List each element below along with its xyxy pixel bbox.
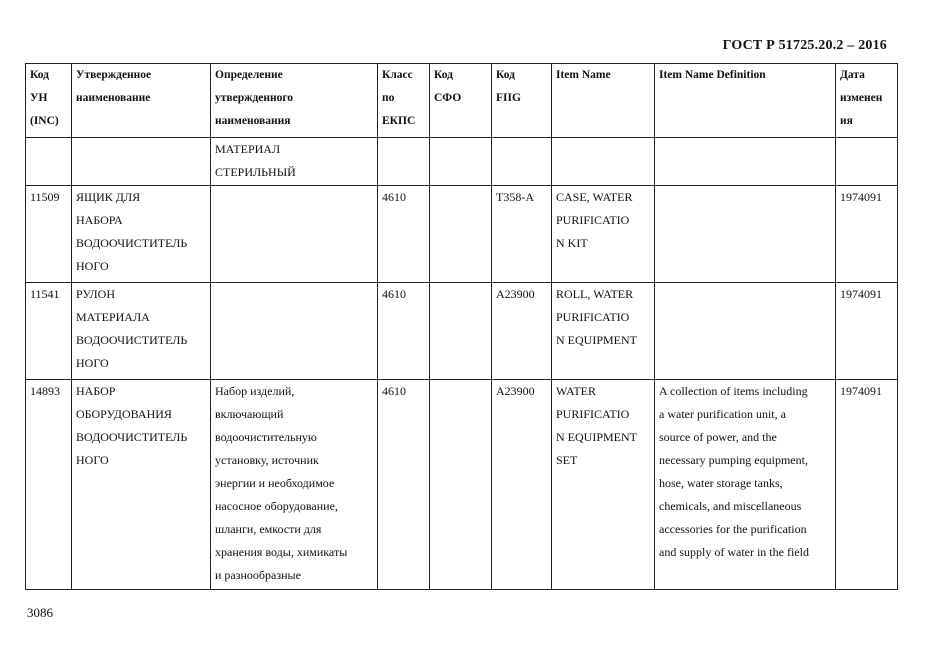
header-sfo-code: Код СФО: [430, 64, 492, 138]
cell-fiig-code: A23900: [492, 380, 552, 590]
cell-sfo-code: [430, 283, 492, 380]
table-row: [26, 380, 898, 590]
cell-item-name-definition: [655, 138, 836, 186]
header-change-date: Дата изменен ия: [836, 64, 898, 138]
cell-ekps-class: 4610: [378, 186, 430, 283]
cell-item-name: WATER PURIFICATIO N EQUIPMENT SET: [552, 380, 655, 590]
header-approved-name: Утвержденное наименование: [72, 64, 211, 138]
header-ekps-class: Класс по ЕКПС: [378, 64, 430, 138]
document-title: ГОСТ Р 51725.20.2 – 2016: [722, 38, 887, 53]
cell-inc: 14893: [26, 380, 72, 590]
header-item-name-definition: Item Name Definition: [655, 64, 836, 138]
cell-change-date: 1974091: [836, 186, 898, 283]
cell-item-name: CASE, WATER PURIFICATIO N KIT: [552, 186, 655, 283]
cell-change-date: [836, 138, 898, 186]
cell-approved-name: [72, 138, 211, 186]
cell-change-date: 1974091: [836, 380, 898, 590]
header-item-name: Item Name: [552, 64, 655, 138]
cell-ekps-class: [378, 138, 430, 186]
cell-item-name: ROLL, WATER PURIFICATIO N EQUIPMENT: [552, 283, 655, 380]
header-fiig-code: Код FIIG: [492, 64, 552, 138]
cell-sfo-code: [430, 186, 492, 283]
catalog-table: [25, 63, 898, 590]
cell-ekps-class: 4610: [378, 283, 430, 380]
table-row: [26, 186, 898, 283]
cell-item-name-definition: [655, 283, 836, 380]
cell-fiig-code: A23900: [492, 283, 552, 380]
cell-approved-name: РУЛОН МАТЕРИАЛА ВОДООЧИСТИТЕЛЬ НОГО: [72, 283, 211, 380]
header-inc: Код УН (INC): [26, 64, 72, 138]
cell-ekps-class: 4610: [378, 380, 430, 590]
cell-item-name-definition: [655, 186, 836, 283]
cell-approved-definition: [211, 186, 378, 283]
cell-inc: [26, 138, 72, 186]
table-header-row: [26, 64, 898, 138]
cell-inc: 11541: [26, 283, 72, 380]
cell-approved-definition: [211, 283, 378, 380]
header-approved-definition: Определение утвержденного наименования: [211, 64, 378, 138]
cell-item-name: [552, 138, 655, 186]
cell-inc: 11509: [26, 186, 72, 283]
cell-fiig-code: T358-A: [492, 186, 552, 283]
cell-approved-name: ЯЩИК ДЛЯ НАБОРА ВОДООЧИСТИТЕЛЬ НОГО: [72, 186, 211, 283]
table-row: [26, 138, 898, 186]
table-row: [26, 283, 898, 380]
cell-approved-definition: МАТЕРИАЛ СТЕРИЛЬНЫЙ: [211, 138, 378, 186]
cell-approved-definition: Набор изделий, включающий водоочистительную установку, источник энергии и необходимое насосное оборудование, шланги, емкости для хранения воды, химикаты и разнообразные: [211, 380, 378, 590]
cell-fiig-code: [492, 138, 552, 186]
cell-approved-name: НАБОР ОБОРУДОВАНИЯ ВОДООЧИСТИТЕЛЬ НОГО: [72, 380, 211, 590]
cell-item-name-definition: A collection of items including a water purification unit, a source of power, and the necessary pumping equipment, hose, water storage tanks, chemicals, and miscellaneous accessories for the purification and supply of water in the field: [655, 380, 836, 590]
cell-sfo-code: [430, 138, 492, 186]
cell-change-date: 1974091: [836, 283, 898, 380]
page-number: 3086: [27, 605, 53, 620]
cell-sfo-code: [430, 380, 492, 590]
